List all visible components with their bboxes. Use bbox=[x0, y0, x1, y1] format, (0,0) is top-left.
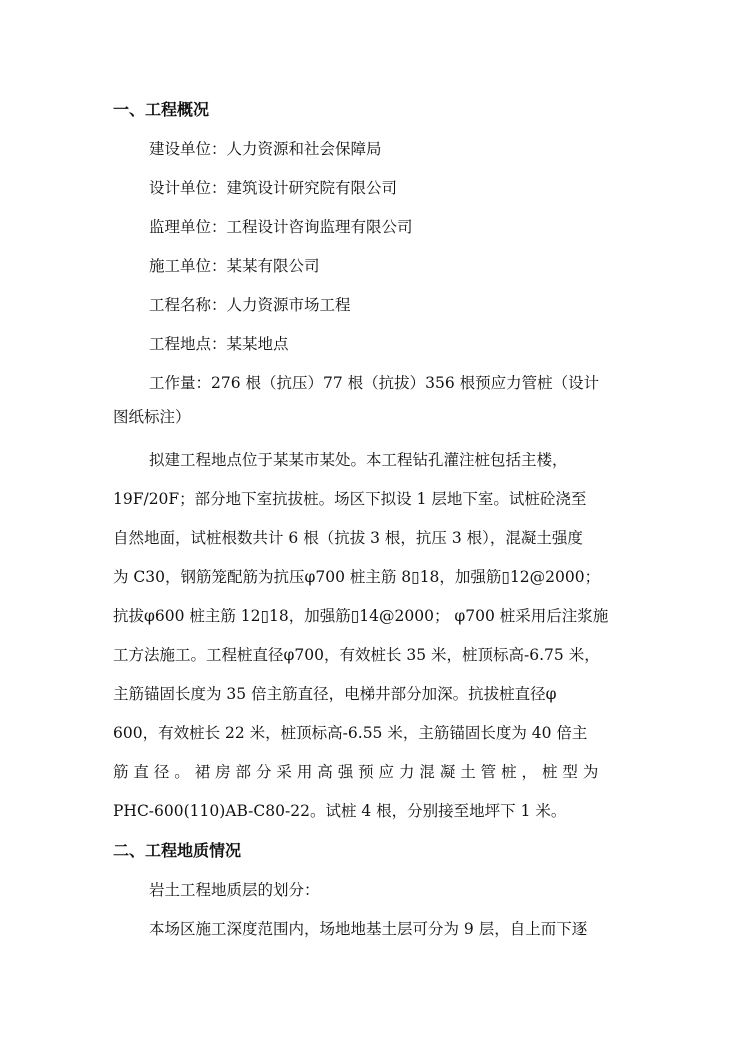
workload-line-2: 图纸标注） bbox=[113, 408, 191, 426]
workload-line-1: 工作量：276 根（抗压）77 根（抗拔）356 根预应力管桩（设计 bbox=[149, 374, 600, 392]
section-heading-geology: 二、工程地质情况 bbox=[113, 841, 242, 860]
description-line-1: 拟建工程地点位于某某市某处。本工程钻孔灌注桩包括主楼， bbox=[149, 451, 568, 469]
field-contractor: 施工单位：某某有限公司 bbox=[149, 257, 320, 275]
description-line-8: 600，有效桩长 22 米，桩顶标高-6.55 米，主筋锚固长度为 40 倍主 bbox=[113, 724, 588, 742]
geology-line-2: 本场区施工深度范围内，场地地基土层可分为 9 层，自上而下逐 bbox=[149, 920, 588, 938]
description-line-2: 19F/20F；部分地下室抗拔桩。场区下拟设 1 层地下室。试桩砼浇至 bbox=[113, 490, 587, 508]
description-line-6: 工方法施工。工程桩直径φ700，有效桩长 35 米，桩顶标高-6.75 米， bbox=[113, 646, 600, 664]
field-supervision-unit: 监理单位：工程设计咨询监理有限公司 bbox=[149, 218, 413, 236]
description-line-4: 为 C30，钢筋笼配筋为抗压φ700 桩主筋 8▯18，加强筋▯12@2000； bbox=[113, 568, 601, 586]
description-line-3: 自然地面，试桩根数共计 6 根（抗拔 3 根，抗压 3 根），混凝土强度 bbox=[113, 529, 583, 547]
description-line-7: 主筋锚固长度为 35 倍主筋直径，电梯井部分加深。抗拔桩直径φ bbox=[113, 685, 557, 703]
description-line-9: 筋 直 径 。 裙 房 部 分 采 用 高 强 预 应 力 混 凝 土 管 桩 ， 桩 型 为 bbox=[113, 763, 599, 781]
geology-line-1: 岩土工程地质层的划分： bbox=[149, 881, 320, 899]
description-line-10: PHC-600(110)AB-C80-22。试桩 4 根，分别接至地坪下 1 米。 bbox=[113, 802, 567, 820]
section-heading-overview: 一、工程概况 bbox=[113, 100, 210, 119]
field-project-location: 工程地点：某某地点 bbox=[149, 335, 289, 353]
description-line-5: 抗拔φ600 桩主筋 12▯18，加强筋▯14@2000； φ700 桩采用后注浆施 bbox=[113, 607, 609, 625]
field-construction-unit: 建设单位：人力资源和社会保障局 bbox=[149, 140, 382, 158]
field-project-name: 工程名称：人力资源市场工程 bbox=[149, 296, 351, 314]
field-design-unit: 设计单位：建筑设计研究院有限公司 bbox=[149, 179, 398, 197]
